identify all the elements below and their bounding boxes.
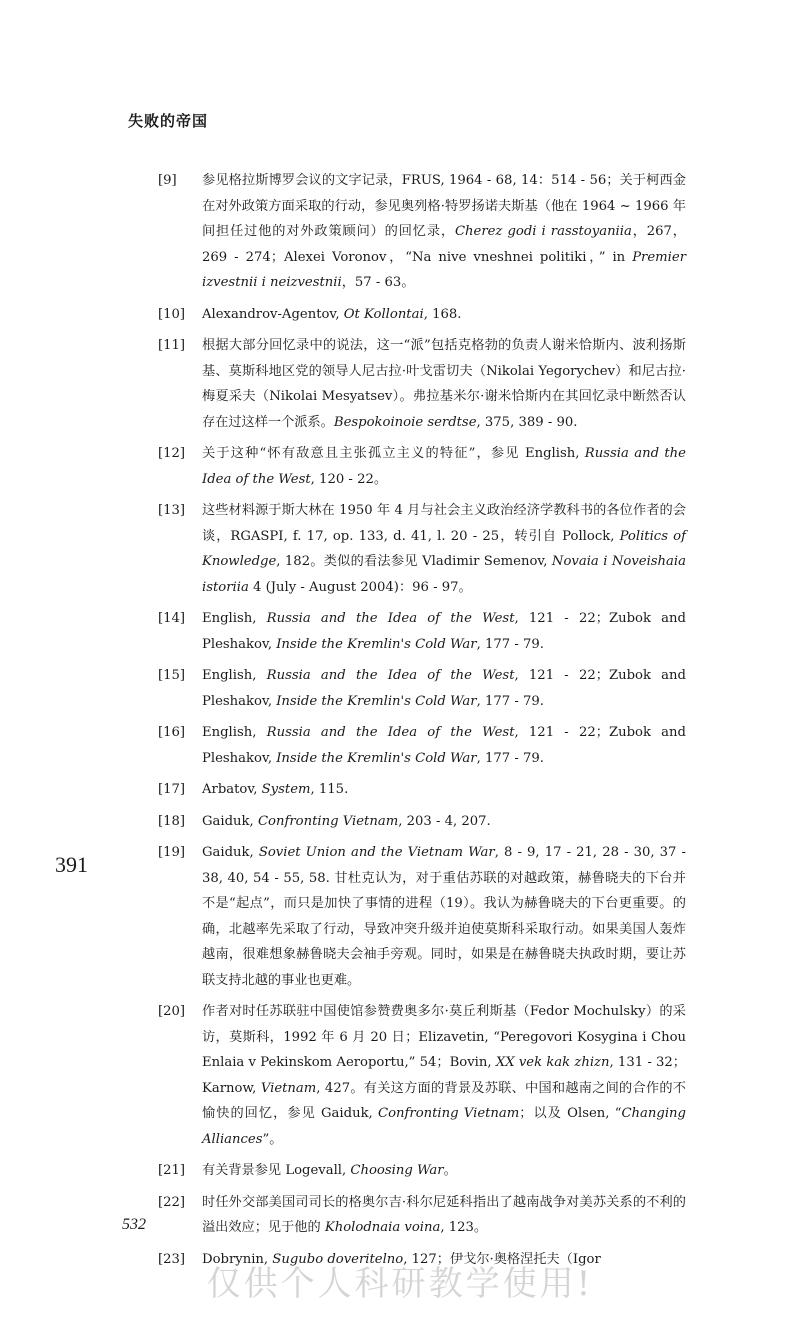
endnote-number: [23] xyxy=(158,1251,186,1267)
endnote-number: [12] xyxy=(158,446,186,461)
italic-title: Kholodnaia voina xyxy=(324,1220,441,1235)
italic-title: Soviet Union and the Vietnam War xyxy=(258,845,495,860)
endnote-text xyxy=(202,663,686,714)
note-text-segment: Gaiduk, xyxy=(202,845,259,860)
note-text-segment: , 427。有关这方面的背景及苏联、中国和越南之间的合作的不愉快的回忆，参见 Gaiduk, xyxy=(202,1080,686,1121)
endnote-text xyxy=(202,777,686,803)
note-text-segment: 。 xyxy=(443,1163,457,1178)
endnote-number: [11] xyxy=(158,338,186,353)
italic-title: Ot Kollontai xyxy=(343,306,424,322)
endnote-number: [19] xyxy=(158,845,186,860)
endnote-number: [20] xyxy=(158,1004,186,1019)
note-text-segment: ，57 - 63。 xyxy=(341,275,415,290)
note-text-segment: , 121 - 22；Zubok and Pleshakov, xyxy=(202,668,686,709)
endnote-number: [16] xyxy=(158,725,186,740)
note-text-segment: , 127；伊戈尔·奥格涅托夫（Igor xyxy=(403,1251,601,1267)
italic-title: Politics of Knowledge xyxy=(202,528,686,569)
note-text-segment: , 121 - 22；Zubok and Pleshakov, xyxy=(202,611,686,652)
note-text-segment: , 177 - 79. xyxy=(476,693,544,709)
note-text-segment: Dobrynin, xyxy=(202,1251,273,1267)
note-text-segment: Alexandrov-Agentov, xyxy=(202,306,344,322)
endnote xyxy=(158,333,686,435)
note-text-segment: Gaiduk, xyxy=(202,813,258,829)
italic-title: Russia and the Idea of the West xyxy=(266,668,515,683)
italic-title: Cherez godi i rasstoyaniia xyxy=(454,224,632,239)
endnote xyxy=(158,663,686,714)
endnote xyxy=(158,720,686,771)
italic-title: Sugubo doveritelno xyxy=(272,1251,404,1267)
note-text-segment: , 375, 389 - 90. xyxy=(476,414,578,430)
italic-title: Novaia i Noveishaia istoriia xyxy=(202,554,686,595)
endnote-text xyxy=(202,840,686,993)
endnote-number: [21] xyxy=(158,1163,186,1178)
note-text-segment: ，267，269 - 274；Alexei Voronov，“Na nive vneshnei politiki，” in xyxy=(202,224,686,265)
note-text-segment: , 177 - 79. xyxy=(476,750,544,766)
endnote-number: [13] xyxy=(158,503,186,518)
note-text-segment: , 168. xyxy=(423,306,462,322)
note-text-segment: , 131 - 32；Karnow, xyxy=(202,1055,686,1096)
italic-title: Vietnam xyxy=(260,1080,317,1096)
note-text-segment: , 177 - 79. xyxy=(476,636,544,652)
note-text-segment: Arbatov, xyxy=(202,782,262,797)
endnote-text xyxy=(202,720,686,771)
endnote-number: [18] xyxy=(158,813,186,829)
endnote-text xyxy=(202,809,686,835)
italic-title: System xyxy=(261,782,311,797)
watermark: 仅供个人科研教学使用! xyxy=(206,1264,594,1304)
endnote xyxy=(158,777,686,803)
endnote-text xyxy=(202,1190,686,1241)
margin-page-number: 391 xyxy=(55,852,88,877)
note-text-segment: English, xyxy=(202,611,267,626)
italic-title: Bespokoinoie serdtse xyxy=(333,414,477,430)
note-text-segment: , 203 - 4, 207. xyxy=(398,813,491,829)
endnote xyxy=(158,1158,686,1184)
italic-title: Russia and the Idea of the West xyxy=(202,446,686,487)
italic-title: Choosing War xyxy=(350,1163,444,1178)
italic-title: Inside the Kremlin's Cold War xyxy=(276,693,477,709)
endnote-number: [22] xyxy=(158,1194,186,1210)
italic-title: Russia and the Idea of the West xyxy=(266,611,515,626)
note-text-segment: English, xyxy=(202,725,267,740)
italic-title: Confronting Vietnam xyxy=(257,813,399,829)
italic-title: XX vek kak zhizn xyxy=(495,1055,610,1070)
note-text-segment: , 123。 xyxy=(440,1220,488,1235)
endnote xyxy=(158,441,686,492)
endnote xyxy=(158,498,686,600)
endnote-text xyxy=(202,333,686,435)
endnotes-list xyxy=(158,168,686,1278)
note-text-segment: 4 (July - August 2004)：96 - 97。 xyxy=(248,579,472,595)
italic-title: Inside the Kremlin's Cold War xyxy=(276,636,477,652)
endnote xyxy=(158,606,686,657)
note-text-segment: 作者对时任苏联驻中国使馆参赞费奥多尔·莫丘利斯基（Fedor Mochulsky）的采访，莫斯科，1992 年 6 月 20 日；Elizavetin, “Peregovori Kosygina i Chou Enlaia v Pekinskom Aeroportu,” 54；Bovin, xyxy=(202,1004,686,1070)
endnote xyxy=(158,1190,686,1241)
endnote-text xyxy=(202,606,686,657)
endnote xyxy=(158,168,686,296)
endnote-number: [10] xyxy=(158,306,186,322)
endnote xyxy=(158,840,686,993)
note-text-segment: ；以及 Olsen, “ xyxy=(519,1106,622,1121)
endnote xyxy=(158,809,686,835)
endnote xyxy=(158,999,686,1152)
note-text-segment: 根据大部分回忆录中的说法，这一“派”包括克格勃的负责人谢米恰斯内、波利扬斯基、莫斯科地区党的领导人尼古拉·叶戈雷切夫（Nikolai Yegorychev）和尼古拉·梅夏采夫（Nikolai Mesyatsev）。弗拉基米尔·谢米恰斯内在其回忆录中断然否认存在过这样一个派系。 xyxy=(202,338,686,430)
note-text-segment: , 8 - 9, 17 - 21, 28 - 30, 37 - 38, 40, 54 - 55, 58. 甘杜克认为，对于重估苏联的对越政策，赫鲁晓夫的下台并不是“起点”，而只是加快了事情的进程（19）。我认为赫鲁晓夫的下台更重要。的确，北越率先采取了行动，导致冲突升级并迫使莫斯科采取行动。如果美国人轰炸越南，很难想象赫鲁晓夫会袖手旁观。同时，如果是在赫鲁晓夫执政时期，要让苏联支持北越的事业也更难。 xyxy=(202,845,686,988)
endnote-number: [9] xyxy=(158,173,177,188)
running-title: 失败的帝国 xyxy=(128,112,209,130)
note-text-segment: 时任外交部美国司司长的格奥尔吉·科尔尼延科指出了越南战争对美苏关系的不利的溢出效应；见于他的 xyxy=(202,1194,686,1235)
italic-title: Premier izvestnii i neizvestnii xyxy=(202,249,686,290)
italic-title: Inside the Kremlin's Cold War xyxy=(276,750,477,766)
italic-title: Changing Alliances xyxy=(202,1106,686,1147)
endnote-number: [14] xyxy=(158,611,186,626)
note-text-segment: 参见格拉斯博罗会议的文字记录，FRUS, 1964 - 68, 14：514 - 56；关于柯西金在对外政策方面采取的行动，参见奥列格·特罗扬诺夫斯基（他在 1964 ~ 1966 年间担任过他的对外政策顾问）的回忆录， xyxy=(202,173,686,239)
note-text-segment: , 115. xyxy=(310,782,349,797)
endnote-text xyxy=(202,441,686,492)
note-text-segment: 关于这种“怀有敌意且主张孤立主义的特征”，参见 English, xyxy=(202,446,585,461)
italic-title: Confronting Vietnam xyxy=(377,1106,520,1121)
endnote-number: [17] xyxy=(158,782,186,797)
endnote-text xyxy=(202,999,686,1152)
endnote-text xyxy=(202,498,686,600)
note-text-segment: , 120 - 22。 xyxy=(310,471,388,487)
note-text-segment: 这些材料源于斯大林在 1950 年 4 月与社会主义政治经济学教科书的各位作者的会谈，RGASPI, f. 17, op. 133, d. 41, l. 20 - 25，转引自 Pollock, xyxy=(202,503,686,544)
endnote xyxy=(158,302,686,328)
note-text-segment: English, xyxy=(202,668,267,683)
page-number: 532 xyxy=(122,1216,146,1233)
note-text-segment: , 121 - 22；Zubok and Pleshakov, xyxy=(202,725,686,766)
note-text-segment: 有关背景参见 Logevall, xyxy=(202,1163,351,1178)
endnote-text xyxy=(202,302,686,328)
italic-title: Russia and the Idea of the West xyxy=(266,725,515,740)
note-text-segment: ”。 xyxy=(262,1131,283,1147)
endnote-text xyxy=(202,1158,686,1184)
endnote-text xyxy=(202,168,686,296)
note-text-segment: , 182。类似的看法参见 Vladimir Semenov, xyxy=(276,554,552,569)
endnote-number: [15] xyxy=(158,668,186,683)
